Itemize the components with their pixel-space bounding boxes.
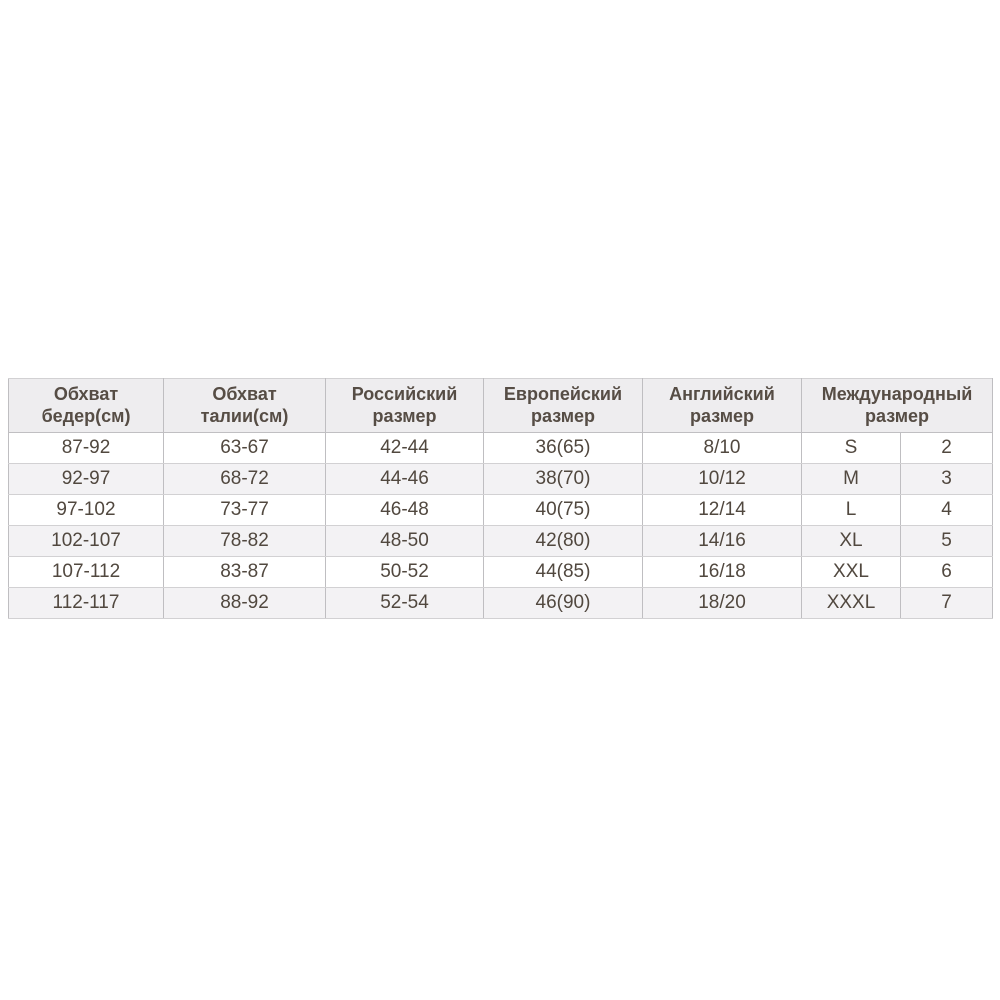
cell-waist: 73-77 (164, 495, 326, 526)
table-row (9, 464, 993, 495)
col-header-russian-size-line2: размер (372, 405, 437, 426)
cell-english-size: 10/12 (643, 464, 802, 495)
cell-english-size: 8/10 (643, 433, 802, 464)
cell-international-letter: XL (802, 526, 901, 557)
col-header-international-size-line2: размер (864, 405, 930, 426)
cell-waist: 88-92 (164, 588, 326, 619)
col-header-russian-size (326, 379, 484, 433)
cell-hips: 87-92 (9, 433, 164, 464)
cell-english-size: 18/20 (643, 588, 802, 619)
cell-waist: 78-82 (164, 526, 326, 557)
col-header-english-size-line1: Английский (669, 383, 775, 404)
cell-english-size: 12/14 (643, 495, 802, 526)
cell-international-letter: M (802, 464, 901, 495)
cell-hips: 102-107 (9, 526, 164, 557)
cell-waist: 63-67 (164, 433, 326, 464)
cell-russian-size: 48-50 (326, 526, 484, 557)
table-row (9, 588, 993, 619)
cell-english-size: 16/18 (643, 557, 802, 588)
cell-international-number: 6 (901, 557, 993, 588)
cell-european-size: 46(90) (484, 588, 643, 619)
cell-waist: 83-87 (164, 557, 326, 588)
table-row (9, 433, 993, 464)
col-header-hips-line2: бедер(см) (41, 405, 131, 426)
cell-hips: 107-112 (9, 557, 164, 588)
cell-russian-size: 52-54 (326, 588, 484, 619)
cell-international-letter: S (802, 433, 901, 464)
cell-hips: 92-97 (9, 464, 164, 495)
col-header-hips-line1: Обхват (53, 383, 119, 404)
col-header-russian-size-line1: Российский (351, 383, 458, 404)
col-header-international-size (802, 379, 993, 433)
cell-waist: 68-72 (164, 464, 326, 495)
table-row (9, 526, 993, 557)
col-header-european-size (484, 379, 643, 433)
cell-hips: 97-102 (9, 495, 164, 526)
col-header-waist-line1: Обхват (212, 383, 277, 404)
cell-international-number: 3 (901, 464, 993, 495)
cell-european-size: 42(80) (484, 526, 643, 557)
size-conversion-table (8, 378, 993, 619)
cell-international-number: 2 (901, 433, 993, 464)
cell-russian-size: 46-48 (326, 495, 484, 526)
cell-russian-size: 44-46 (326, 464, 484, 495)
header-row (9, 379, 993, 433)
cell-european-size: 44(85) (484, 557, 643, 588)
cell-european-size: 40(75) (484, 495, 643, 526)
cell-international-letter: XXXL (802, 588, 901, 619)
table-row (9, 495, 993, 526)
col-header-european-size-line1: Европейский (503, 383, 623, 404)
cell-russian-size: 50-52 (326, 557, 484, 588)
cell-russian-size: 42-44 (326, 433, 484, 464)
cell-english-size: 14/16 (643, 526, 802, 557)
cell-european-size: 38(70) (484, 464, 643, 495)
cell-international-number: 4 (901, 495, 993, 526)
cell-european-size: 36(65) (484, 433, 643, 464)
table-row (9, 557, 993, 588)
cell-international-number: 7 (901, 588, 993, 619)
col-header-english-size-line2: размер (689, 405, 755, 426)
cell-international-letter: XXL (802, 557, 901, 588)
col-header-english-size (643, 379, 802, 433)
col-header-hips (9, 379, 164, 433)
col-header-international-size-line1: Международный (821, 383, 973, 404)
col-header-waist (164, 379, 326, 433)
col-header-waist-line2: талии(см) (200, 405, 289, 426)
cell-international-number: 5 (901, 526, 993, 557)
col-header-european-size-line2: размер (530, 405, 596, 426)
cell-hips: 112-117 (9, 588, 164, 619)
cell-international-letter: L (802, 495, 901, 526)
